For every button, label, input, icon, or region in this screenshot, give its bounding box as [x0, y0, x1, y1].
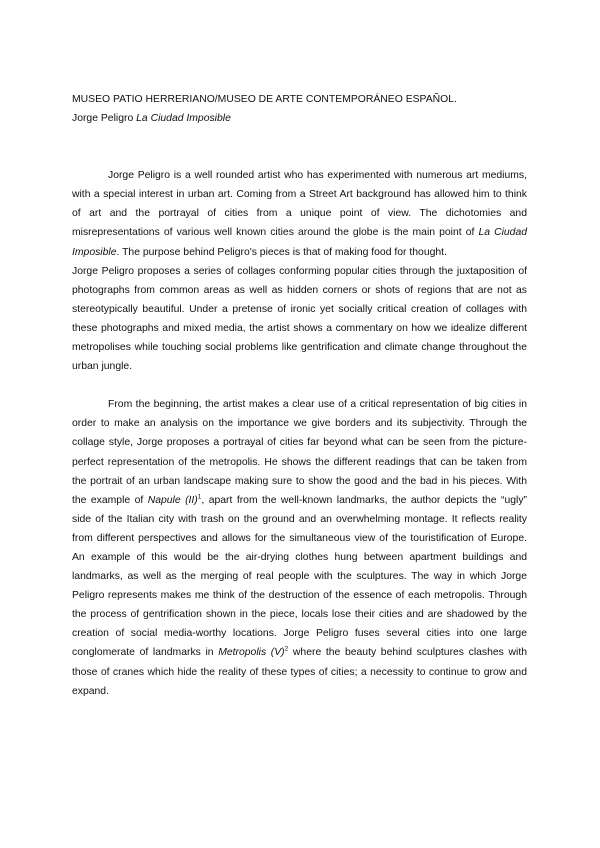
intro-exhibition-title: La Ciudad Imposible — [72, 227, 528, 258]
spacer — [72, 147, 527, 166]
analysis-text-b: , apart from the well-known landmarks, the author depicts the “ugly” side of the Italian city with trash on the ground and an overwhelming montage. It reflects reality from different perspectives and allows for the simultaneous view of the touristification of Europe. An example of this would be the air-drying clothes hung between apartment buildings and landmarks, as well as the merging of real people with the sculptures. The way in which Jorge Peligro represents makes me think of the destruction of the essence of each metropolis. Through the process of gentrification shown in the piece, locals lose their cities and are shadowed by the creation of social media-worthy locations. Jorge Peligro fuses several cities into one large conglomerate of landmarks in — [72, 494, 528, 659]
intro-text-b: . The purpose behind Peligro's pieces is that of making food for thought. — [116, 246, 447, 258]
museum-heading: MUSEO PATIO HERRERIANO/MUSEO DE ARTE CONTEMPORÁNEO ESPAÑOL. — [72, 94, 457, 105]
spacer — [72, 128, 527, 147]
spacer — [72, 376, 527, 395]
analysis-text-a: From the beginning, the artist makes a clear use of a critical representation of big cities in order to make an analysis on the importance we give borders and its subjectivity. Through the collage style, Jorge proposes a portrayal of cities far beyond what can be seen from the picture-perfect representation of the metropolis. He shows the different readings that can be taken from the portrait of an urban landscape making sure to show the good and the bad in his pieces. With the example of — [72, 399, 527, 506]
intro-text-a: Jorge Peligro is a well rounded artist who has experimented with numerous art mediums, with a special interest in urban art. Coming from a Street Art background has allowed him to think of art and the portrayal of cities from a unique point of view. The dichotomies and misrepresentations of various well known cities around the globe is the main point of — [72, 170, 527, 239]
footnote-ref-2: 2 — [284, 645, 289, 653]
artist-exhibition-line — [72, 109, 527, 128]
paragraph-intro — [72, 166, 527, 261]
artist-name: Jorge Peligro — [72, 113, 134, 125]
document-page — [72, 90, 527, 701]
analysis-text-c: where the beauty behind sculptures clashes with those of cranes which hide the reality of these types of cities; a necessity to continue to grow and expand. — [72, 647, 527, 697]
artwork-title-metropolis: Metropolis (V) — [218, 647, 285, 659]
artwork-title-napule: Napule (II) — [147, 494, 198, 506]
paragraph-analysis — [72, 395, 527, 701]
paragraph-collages: Jorge Peligro proposes a series of collages conforming popular cities through the juxtaposition of photographs from common areas as well as hidden corners or shots of regions that are not as stereotypically beautiful. Under a pretense of ironic yet socially critical creation of collages with these photographs and mixed media, the artist shows a commentary on how we idealize different metropolises while touching social problems like gentrification and climate change throughout the urban jungle. — [72, 265, 527, 373]
footnote-ref-1: 1 — [197, 493, 202, 501]
exhibition-title: La Ciudad Imposible — [136, 113, 231, 125]
